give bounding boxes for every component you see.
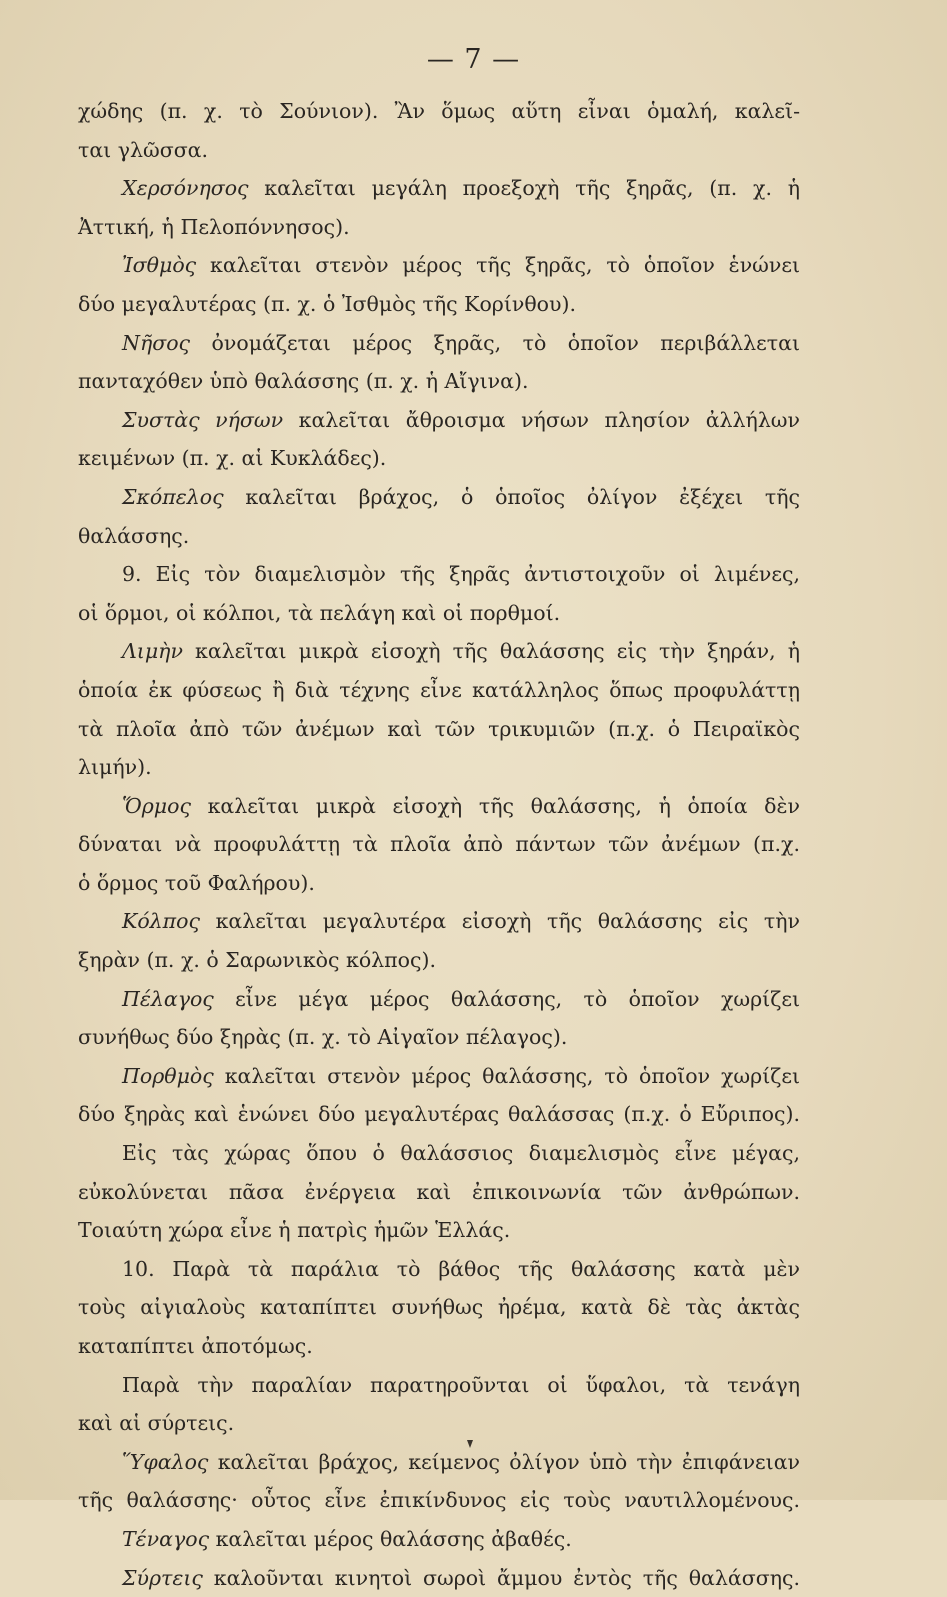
line-text: 10. Παρὰ τὰ παράλια τὸ βάθος τῆς θαλάσσης κατὰ μὲν (122, 1256, 800, 1281)
line-text: πανταχόθεν ὑπὸ θαλάσσης (π. χ. ἡ Αἴγινα). (78, 369, 529, 394)
defined-term: Λιμὴν (122, 639, 183, 664)
text-line (78, 92, 800, 131)
defined-term: Κόλπος (122, 909, 200, 934)
text-line (78, 1173, 800, 1212)
defined-term: Πέλαγος (122, 986, 214, 1011)
line-text: δύο μεγαλυτέρας (π. χ. ὁ Ἰσθμὸς τῆς Κορίνθου). (78, 291, 576, 316)
line-text: κειμένων (π. χ. αἱ Κυκλάδες). (78, 446, 387, 471)
line-text: εὐκολύνεται πᾶσα ἐνέργεια καὶ ἐπικοινωνία τῶν ἀνθρώπων. (78, 1179, 800, 1204)
text-line (78, 1057, 800, 1096)
defined-term: Ὕφαλος (122, 1449, 209, 1474)
line-text: καλεῖται στενὸν μέρος τῆς ξηρᾶς, τὸ ὁποῖον ἑνώνει (196, 253, 800, 278)
text-line (78, 131, 800, 170)
text-line (78, 1288, 800, 1327)
text-line (78, 787, 800, 826)
defined-term: Ἰσθμὸς (122, 253, 197, 278)
defined-term: Σκόπελος (122, 484, 224, 509)
text-line (78, 1095, 800, 1134)
line-text: δύο ξηρὰς καὶ ἑνώνει δύο μεγαλυτέρας θαλάσσας (π.χ. ὁ Εὔριπος). (78, 1102, 800, 1127)
text-line (78, 246, 800, 285)
text-line (78, 555, 800, 594)
defined-term: Ὅρμος (122, 793, 191, 818)
text-line (78, 324, 800, 363)
text-line (78, 1366, 800, 1405)
line-text: καλεῖται ἄθροισμα νήσων πλησίον ἀλλήλων (283, 407, 800, 432)
text-line (78, 671, 800, 710)
defined-term: Νῆσος (122, 330, 191, 355)
line-text: τὰ πλοῖα ἀπὸ τῶν ἀνέμων καὶ τῶν τρικυμιῶν (π.χ. ὁ Πειραϊκὸς λιμήν). (78, 716, 800, 780)
text-line (78, 902, 800, 941)
text-line (78, 1559, 800, 1597)
text-line (78, 1018, 800, 1057)
line-text: ξηρὰν (π. χ. ὁ Σαρωνικὸς κόλπος). (78, 948, 436, 973)
text-line (78, 401, 800, 440)
line-text: καλεῖται βράχος, κείμενος ὀλίγον ὑπὸ τὴν ἐπιφάνειαν (208, 1449, 800, 1474)
text-line (78, 1250, 800, 1289)
text-line (78, 1134, 800, 1173)
line-text: καλεῖται μέρος θαλάσσης ἀβαθές. (209, 1526, 572, 1551)
defined-term: Σύρτεις (122, 1565, 203, 1590)
line-text: καλεῖται μεγάλη προεξοχὴ τῆς ξηρᾶς, (π. χ. ἡ (248, 176, 800, 201)
line-text: συνήθως δύο ξηρὰς (π. χ. τὸ Αἰγαῖον πέλαγος). (78, 1025, 568, 1050)
page-number: — 7 — (426, 44, 521, 75)
line-text: ὀνομάζεται μέρος ξηρᾶς, τὸ ὁποῖον περιβάλλεται (190, 330, 800, 355)
text-line (78, 825, 800, 864)
line-text: ὁ ὅρμος τοῦ Φαλήρου). (78, 870, 315, 895)
line-text: καὶ αἱ σύρτεις. (78, 1411, 235, 1436)
line-text: καταπίπτει ἀποτόμως. (78, 1334, 313, 1358)
defined-term: Χερσόνησος (122, 176, 249, 201)
line-text: εἶνε μέγα μέρος θαλάσσης, τὸ ὁποῖον χωρίζει (213, 986, 800, 1011)
line-text: 9. Εἰς τὸν διαμελισμὸν τῆς ξηρᾶς ἀντιστοιχοῦν οἱ λιμένες, (122, 562, 800, 587)
defined-term: Πορθμὸς (122, 1063, 214, 1088)
text-line (78, 1520, 800, 1559)
defined-term: Τέναγος (122, 1526, 210, 1551)
line-text: καλεῖται μεγαλυτέρα εἰσοχὴ τῆς θαλάσσης εἰς τὴν (199, 909, 800, 934)
line-text: καλεῖται βράχος, ὁ ὁποῖος ὀλίγον ἐξέχει τῆς θαλάσσης. (78, 484, 800, 548)
text-line (78, 208, 800, 247)
text-line (78, 1443, 800, 1482)
text-line (78, 285, 800, 324)
text-line (78, 632, 800, 671)
line-text: δύναται νὰ προφυλάττῃ τὰ πλοῖα ἀπὸ πάντων τῶν ἀνέμων (π.χ. (78, 832, 800, 857)
text-line (78, 1327, 800, 1366)
line-text: καλεῖται μικρὰ εἰσοχὴ τῆς θαλάσσης εἰς τὴν ξηράν, ἡ (182, 639, 800, 664)
line-text: Ἀττική, ἡ Πελοπόννησος). (78, 214, 350, 239)
body-text (78, 92, 800, 1597)
text-line (78, 439, 800, 478)
line-text: τοὺς αἰγιαλοὺς καταπίπτει συνήθως ἠρέμα, κατὰ δὲ τὰς ἀκτὰς (78, 1295, 800, 1320)
line-text: τῆς θαλάσσης· οὗτος εἶνε ἐπικίνδυνος εἰς τοὺς ναυτιλλομένους. (78, 1488, 800, 1513)
text-line (78, 980, 800, 1019)
line-text: Παρὰ τὴν παραλίαν παρατηροῦνται οἱ ὕφαλοι, τὰ τενάγη (122, 1372, 800, 1397)
line-text: καλοῦνται κινητοὶ σωροὶ ἄμμου ἐντὸς τῆς θαλάσσης. (202, 1565, 800, 1590)
line-text: ὁποία ἐκ φύσεως ἢ διὰ τέχνης εἶνε κατάλληλος ὅπως προφυλάττῃ (78, 677, 800, 702)
text-line (78, 1404, 800, 1443)
line-text: ται γλῶσσα. (78, 137, 209, 162)
defined-term: Συστὰς νήσων (122, 407, 284, 432)
line-text: Τοιαύτη χώρα εἶνε ἡ πατρὶς ἡμῶν Ἑλλάς. (78, 1218, 511, 1243)
line-text: καλεῖται στενὸν μέρος θαλάσσης, τὸ ὁποῖον χωρίζει (213, 1063, 800, 1088)
text-line (78, 594, 800, 633)
line-text: Εἰς τὰς χώρας ὅπου ὁ θαλάσσιος διαμελισμὸς εἶνε μέγας, (122, 1141, 800, 1166)
line-text: καλεῖται μικρὰ εἰσοχὴ τῆς θαλάσσης, ἡ ὁποία δὲν (190, 793, 800, 818)
text-line (78, 941, 800, 980)
text-line (78, 362, 800, 401)
text-line (78, 478, 800, 555)
line-text: οἱ ὅρμοι, οἱ κόλποι, τὰ πελάγη καὶ οἱ πορθμοί. (78, 600, 561, 625)
text-line (78, 1481, 800, 1520)
text-line (78, 864, 800, 903)
text-line (78, 169, 800, 208)
line-text: χώδης (π. χ. τὸ Σούνιον). Ἂν ὅμως αὕτη εἶναι ὁμαλή, καλεῖ- (78, 99, 800, 123)
text-line (78, 710, 800, 787)
text-line (78, 1211, 800, 1250)
